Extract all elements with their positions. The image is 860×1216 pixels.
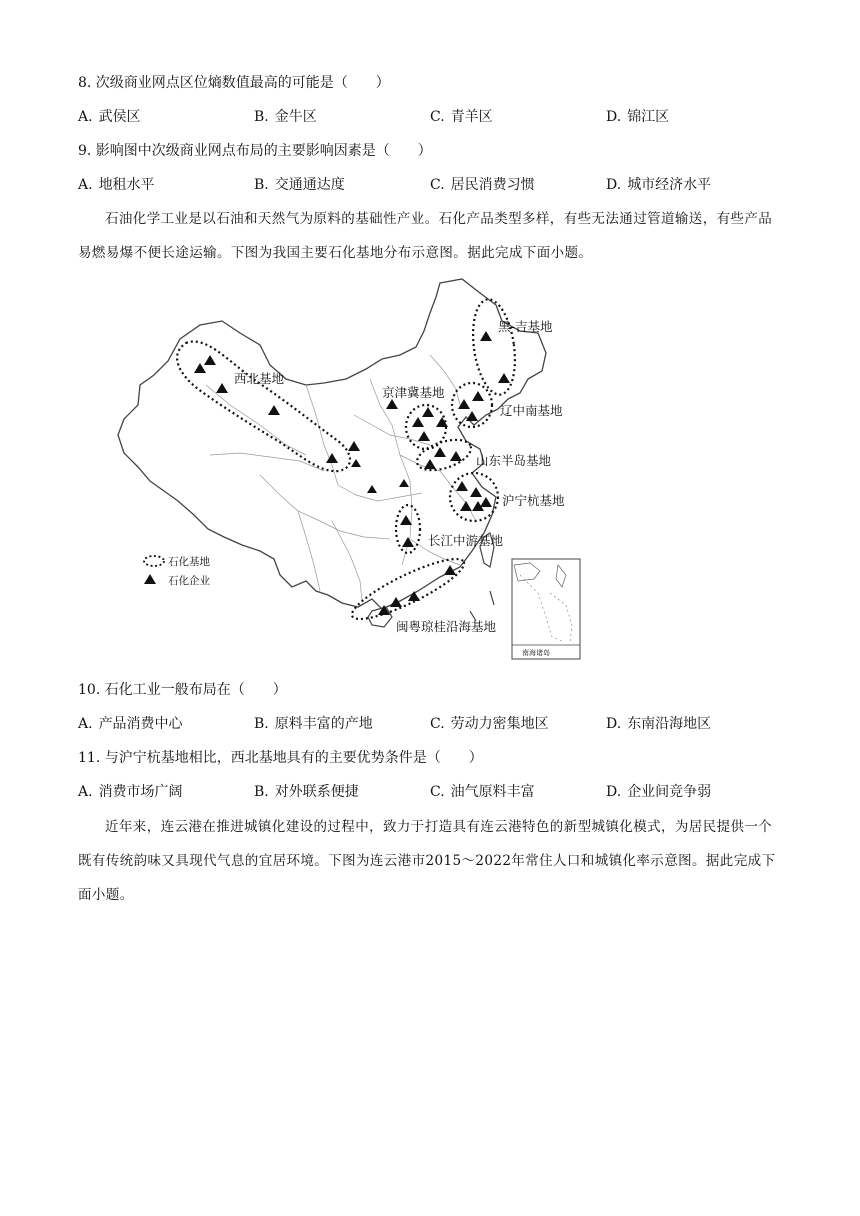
option-a[interactable]: A. 产品消费中心 xyxy=(78,716,183,732)
label-shandong: 山东半岛基地 xyxy=(476,453,552,468)
option-d[interactable]: D. 锦江区 xyxy=(606,109,670,125)
question-9-stem: 9. 影响图中次级商业网点布局的主要影响因素是（ ） xyxy=(78,143,432,159)
option-d[interactable]: D. 城市经济水平 xyxy=(606,177,712,193)
question-11-options xyxy=(78,782,778,802)
passage-lianyungang: 近年来，连云港在推进城镇化建设的过程中，致力于打造具有连云港特色的新型城镇化模式，为居民提供一个既有传统韵味又具现代气息的宜居环境。下图为连云港市2015～2022年常住人口和城镇化率示意图。据此完成下面小题。 xyxy=(78,819,776,903)
label-heiji: 黑-吉基地 xyxy=(498,319,553,334)
question-8-stem: 8. 次级商业网点区位熵数值最高的可能是（ ） xyxy=(78,75,390,91)
option-c[interactable]: C. 劳动力密集地区 xyxy=(430,716,549,732)
legend-base-label: 石化基地 xyxy=(168,556,210,568)
south-china-sea-inset xyxy=(512,559,580,659)
label-jingjinji: 京津冀基地 xyxy=(382,385,445,400)
option-b[interactable]: B. 对外联系便捷 xyxy=(254,784,359,800)
question-8-options xyxy=(78,107,778,127)
option-a[interactable]: A. 消费市场广阔 xyxy=(78,784,183,800)
option-a[interactable]: A. 武侯区 xyxy=(78,109,141,125)
option-b[interactable]: B. 交通通达度 xyxy=(254,177,345,193)
option-c[interactable]: C. 居民消费习惯 xyxy=(430,177,535,193)
label-minyue: 闽粤琼桂沿海基地 xyxy=(396,619,497,634)
question-9-options xyxy=(78,175,778,195)
legend-base-symbol xyxy=(144,556,164,566)
label-huningzhang: 沪宁杭基地 xyxy=(502,493,565,508)
question-11-stem: 11. 与沪宁杭基地相比，西北基地具有的主要优势条件是（ ） xyxy=(78,750,483,766)
option-a[interactable]: A. 地租水平 xyxy=(78,177,155,193)
option-b[interactable]: B. 原料丰富的产地 xyxy=(254,716,373,732)
option-d[interactable]: D. 企业间竞争弱 xyxy=(606,784,712,800)
label-liaozhongnan: 辽中南基地 xyxy=(500,403,563,418)
question-10-options xyxy=(78,714,778,734)
label-changjiang: 长江中游基地 xyxy=(428,533,504,548)
legend-enterprise-symbol xyxy=(144,574,156,584)
legend-enterprise-label: 石化企业 xyxy=(168,575,210,587)
boundary-dashes xyxy=(470,591,494,621)
label-xibei: 西北基地 xyxy=(234,371,285,386)
option-d[interactable]: D. 东南沿海地区 xyxy=(606,716,712,732)
option-c[interactable]: C. 青羊区 xyxy=(430,109,493,125)
inset-label: 南海诸岛 xyxy=(522,649,550,657)
china-map-svg xyxy=(110,275,590,665)
petrochemical-base-map xyxy=(110,275,590,665)
option-b[interactable]: B. 金牛区 xyxy=(254,109,317,125)
passage-petrochemical: 石油化学工业是以石油和天然气为原料的基础性产业。石化产品类型多样，有些无法通过管道输送，有些产品易燃易爆不便长途运输。下图为我国主要石化基地分布示意图。据此完成下面小题。 xyxy=(78,211,773,261)
map-legend xyxy=(144,555,210,587)
question-10-stem: 10. 石化工业一般布局在（ ） xyxy=(78,682,287,698)
option-c[interactable]: C. 油气原料丰富 xyxy=(430,784,535,800)
